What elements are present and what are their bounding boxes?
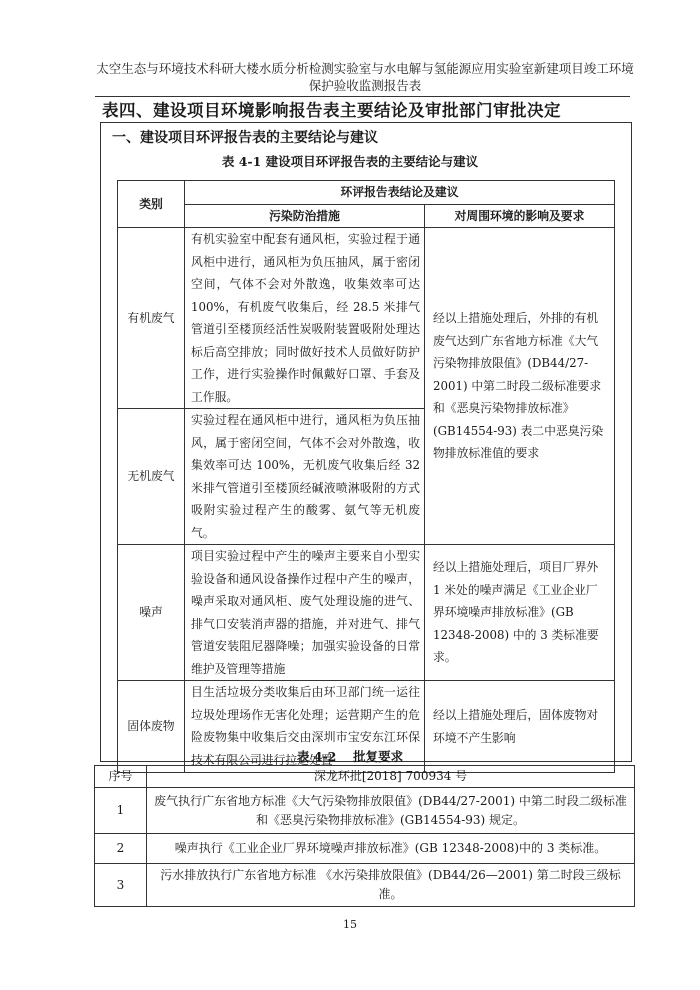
- header-measures: 污染防治措施: [185, 204, 425, 228]
- row-category: 固体废物: [118, 681, 185, 773]
- row-requirements: 经以上措施处理后，项目厂界外 1 米处的噪声满足《工业企业厂界环境噪声排放标准》(GB 12348-2008) 中的 3 类标准要求。: [425, 545, 615, 681]
- row-measures: 项目实验过程中产生的噪声主要来自小型实验设备和通风设备操作过程中产生的噪声，噪声采取对通风柜、废气处理设施的进气、排气口安装消声器的措施，并对进气、排气管道安装阻尼器降噪；加强实验设备的日常维护及管理等措施: [185, 545, 425, 681]
- row-measures: 实验过程在通风柜中进行，通风柜为负压抽风，属于密闭空间，气体不会对外散逸，收集效率可达 100%，无机废气收集后经 32 米排气管道引至楼顶经碱液喷淋吸附的方式吸附实验过程产生的酸雾、氨气等无机废气。: [185, 409, 425, 545]
- row-text: 污水排放执行广东省地方标准 《水污染排放限值》(DB44/26—2001) 第二时段三级标准。: [147, 864, 635, 907]
- row-category: 有机废气: [118, 228, 185, 409]
- page-number: 15: [343, 918, 357, 931]
- table-row: [95, 834, 635, 864]
- approval-table: [94, 765, 635, 907]
- approval-doc-number: 深龙环批[2018] 700934 号: [147, 766, 635, 788]
- table-row: [118, 228, 615, 409]
- row-no: 2: [95, 834, 147, 864]
- report-header: 太空生态与环境技术科研大楼水质分析检测实验室与水电解与氢能源应用实验室新建项目竣工环境保护验收监测报告表: [96, 61, 634, 93]
- section-title: 表四、建设项目环境影响报告表主要结论及审批部门审批决定: [102, 101, 561, 120]
- row-no: 3: [95, 864, 147, 907]
- table-row: [95, 788, 635, 834]
- row-category: 噪声: [118, 545, 185, 681]
- table-row: [118, 545, 615, 681]
- row-requirements: 经以上措施处理后，外排的有机废气达到广东省地方标准《大气污染物排放限值》(DB44/27-2001) 中第二时段二级标准要求和《恶臭污染物排放标准》(GB14554-93) 表二中恶臭污染物排放标准值的要求: [425, 228, 615, 545]
- conclusions-table: [117, 180, 615, 773]
- row-text: 废气执行广东省地方标准《大气污染物排放限值》(DB44/27-2001) 中第二时段二级标准和《恶臭污染物排放标准》(GB14554-93) 规定。: [147, 788, 635, 834]
- table-row: [95, 864, 635, 907]
- table2-caption: 表 4-2 批复要求: [296, 749, 404, 764]
- table1-caption: 表 4-1 建设项目环评报告表的主要结论与建议: [221, 154, 479, 169]
- row-no: 1: [95, 788, 147, 834]
- section-subtitle: 一、建设项目环评报告表的主要结论与建议: [112, 130, 378, 146]
- row-measures: 有机实验室中配套有通风柜，实验过程于通风柜中进行，通风柜为负压抽风，属于密闭空间，气体不会对外散逸，收集效率可达 100%，有机废气收集后，经 28.5 米排气管道引至楼顶经活性炭吸附装置吸附处理达标后高空排放；同时做好技术人员做好防护工作，进行实验操作时佩戴好口罩、手套及工作服。: [185, 228, 425, 409]
- header-requirements: 对周围环境的影响及要求: [425, 204, 615, 228]
- header-conclusions: 环评报告表结论及建议: [185, 181, 615, 205]
- row-category: 无机废气: [118, 409, 185, 545]
- header-no: 序号: [95, 766, 147, 788]
- row-text: 噪声执行《工业企业厂界环境噪声排放标准》(GB 12348-2008)中的 3 类标准。: [147, 834, 635, 864]
- row-requirements: 经以上措施处理后，固体废物对环境不产生影响: [425, 681, 615, 773]
- header-category: 类别: [118, 181, 185, 228]
- row-measures: 目生活垃圾分类收集后由环卫部门统一运往垃圾处理场作无害化处理；运营期产生的危险废物集中收集后交由深圳市宝安东江环保技术有限公司进行拉运处置: [185, 681, 425, 773]
